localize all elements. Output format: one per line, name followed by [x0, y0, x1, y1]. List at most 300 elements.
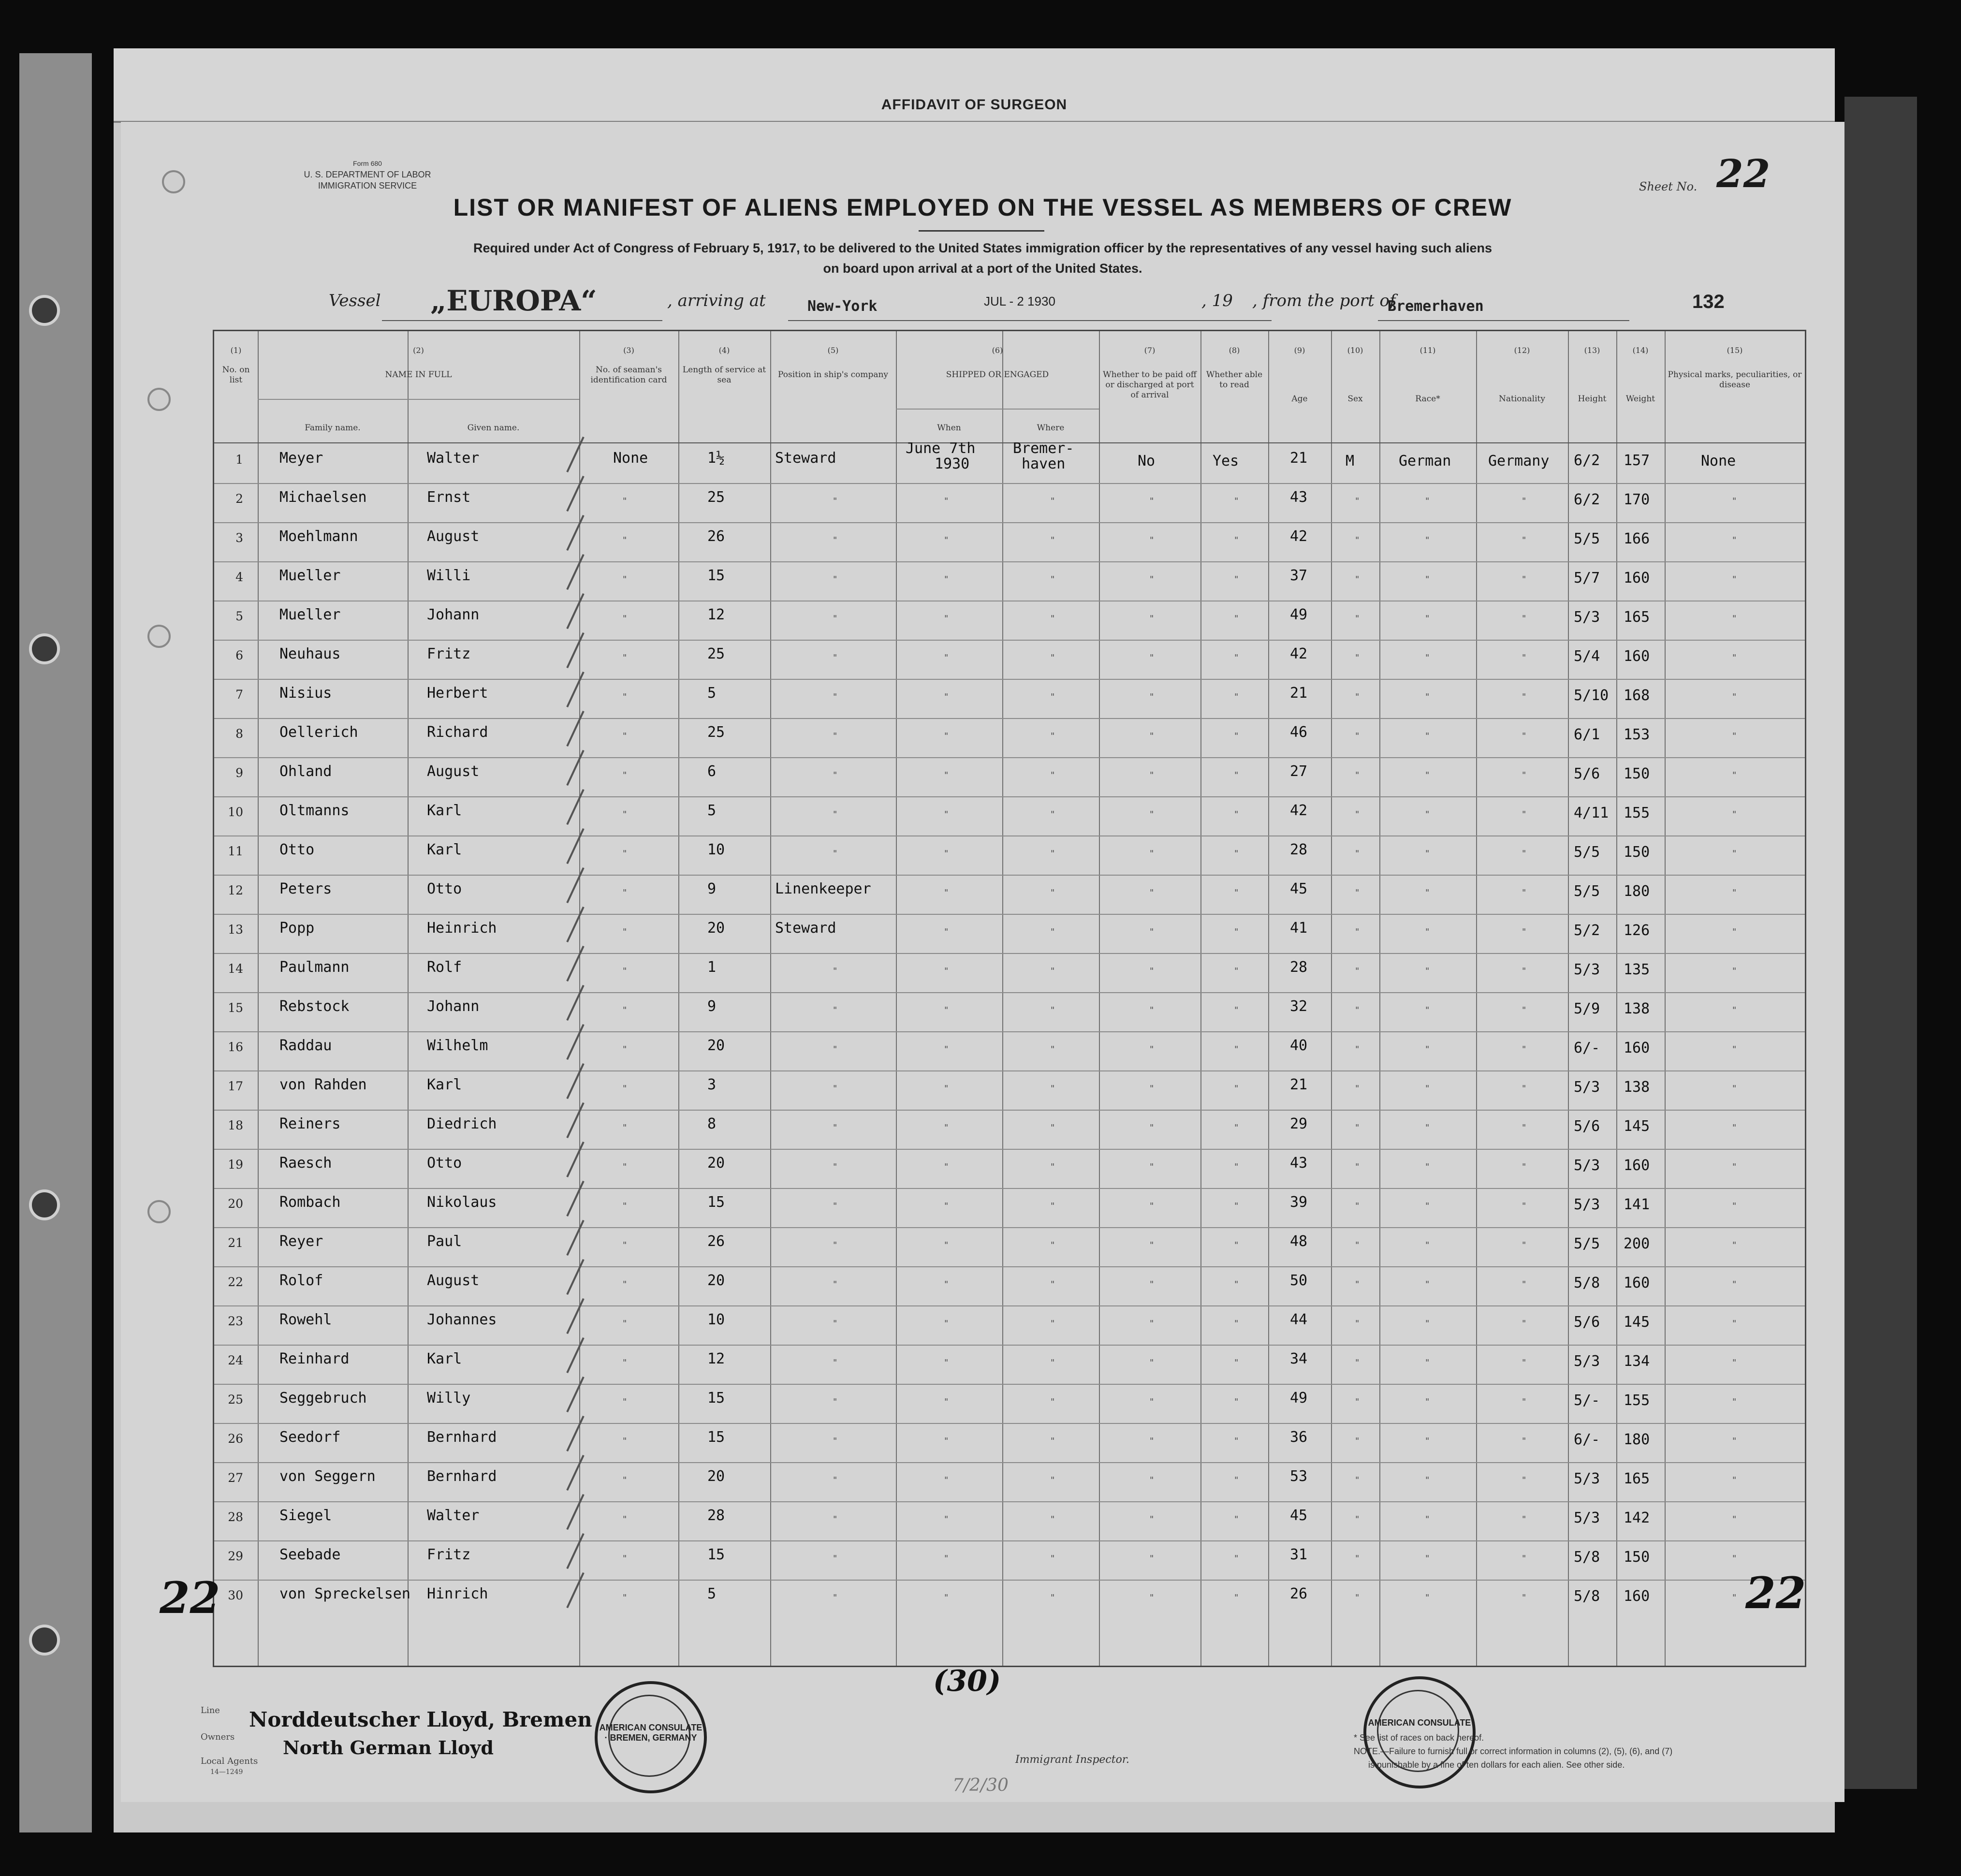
row-divider [214, 718, 1805, 719]
ditto-mark: " [944, 770, 949, 780]
age: 27 [1290, 763, 1308, 780]
given-name: Walter [427, 450, 480, 467]
family-name: Oltmanns [279, 802, 350, 819]
row-number: 19 [228, 1158, 243, 1172]
height: 5/5 [1574, 844, 1600, 861]
name-subheader-divider [258, 399, 579, 400]
ditto-mark: " [1522, 1279, 1526, 1290]
ditto-mark: " [1051, 927, 1055, 937]
ditto-mark: " [944, 1319, 949, 1329]
given-name: Walter [427, 1507, 480, 1524]
ditto-mark: " [833, 653, 837, 663]
ditto-mark: " [1425, 535, 1430, 545]
line-label: Line [201, 1705, 220, 1715]
check-mark [566, 1533, 584, 1569]
family-name: Nisius [279, 685, 332, 702]
given-name: Johannes [427, 1311, 497, 1328]
row-divider [214, 1070, 1805, 1071]
ditto-mark: " [1234, 1514, 1239, 1524]
ditto-mark: " [623, 653, 627, 663]
column-divider [258, 331, 259, 1666]
row-number: 20 [228, 1197, 243, 1211]
ditto-mark: " [1355, 653, 1360, 663]
height: 5/6 [1574, 765, 1600, 782]
ditto-mark: " [1234, 927, 1239, 937]
ditto-mark: " [1150, 1279, 1154, 1290]
ditto-mark: " [1234, 496, 1239, 506]
ditto-mark: " [1234, 1397, 1239, 1407]
given-name: Karl [427, 1076, 462, 1093]
ditto-mark: " [1051, 1319, 1055, 1329]
penalty-note-2: is punishable by a fine of ten dollars for each alien. See other side. [1368, 1760, 1625, 1770]
penalty-note-1: NOTE.—Failure to furnish full or correct information in columns (2), (5), (6), and (7) [1354, 1746, 1673, 1756]
ditto-mark: " [1150, 692, 1154, 702]
ditto-mark: " [1355, 574, 1360, 585]
ditto-mark: " [1355, 1005, 1360, 1015]
given-name: Willy [427, 1390, 471, 1407]
ditto-mark: " [1051, 692, 1055, 702]
ditto-mark: " [944, 1279, 949, 1290]
check-mark [566, 867, 584, 903]
column-number: (4) [718, 346, 730, 355]
ditto-mark: " [1425, 692, 1430, 702]
ditto-mark: " [1425, 614, 1430, 624]
height: 5/5 [1574, 883, 1600, 900]
ditto-mark: " [623, 731, 627, 741]
check-mark [566, 828, 584, 864]
ditto-mark: " [1732, 1005, 1737, 1015]
ditto-mark: " [1732, 966, 1737, 976]
length-of-service: 8 [707, 1115, 717, 1132]
ditto-mark: " [1150, 849, 1154, 859]
ditto-mark: " [833, 1436, 837, 1446]
ditto-mark: " [944, 966, 949, 976]
given-name: Johann [427, 606, 480, 623]
ditto-mark: " [1150, 1005, 1154, 1015]
row-divider [214, 992, 1805, 993]
row-number: 15 [228, 1001, 243, 1015]
ditto-mark: " [1234, 1005, 1239, 1015]
family-name: Moehlmann [279, 528, 358, 545]
length-of-service: 25 [707, 724, 725, 741]
ditto-mark: " [1355, 1319, 1360, 1329]
weight: 145 [1624, 1314, 1650, 1331]
column-divider [770, 331, 771, 1666]
header-age: Age [1291, 394, 1308, 404]
height: 6/2 [1574, 491, 1600, 508]
ditto-mark: " [1150, 1044, 1154, 1055]
given-name: Herbert [427, 685, 488, 702]
ditto-mark: " [1355, 966, 1360, 976]
age: 29 [1290, 1115, 1308, 1132]
ditto-mark: " [1425, 574, 1430, 585]
header-nationality: Nationality [1499, 394, 1545, 404]
weight: 141 [1624, 1196, 1650, 1213]
shipped-when: 1930 [935, 455, 970, 472]
given-name: Wilhelm [427, 1037, 488, 1054]
family-name: Rowehl [279, 1311, 332, 1328]
vessel-label: Vessel [329, 291, 381, 310]
ditto-mark: " [944, 1240, 949, 1250]
weight: 138 [1624, 1079, 1650, 1096]
length-of-service: 25 [707, 489, 725, 506]
row-number: 29 [228, 1549, 243, 1563]
check-mark [566, 907, 584, 942]
given-name: Heinrich [427, 920, 497, 937]
age: 28 [1290, 959, 1308, 976]
row-number: 26 [228, 1432, 243, 1446]
ditto-mark: " [1732, 535, 1737, 545]
length-of-service: 20 [707, 1155, 725, 1172]
length-of-service: 9 [707, 880, 717, 897]
ditto-mark: " [623, 1084, 627, 1094]
ditto-mark: " [1234, 888, 1239, 898]
check-mark [566, 1337, 584, 1373]
ditto-mark: " [1355, 1123, 1360, 1133]
length-of-service: 12 [707, 1350, 725, 1367]
ditto-mark: " [1051, 1044, 1055, 1055]
ditto-mark: " [1150, 1593, 1154, 1603]
row-divider [214, 1384, 1805, 1385]
form-code: 14—1249 [210, 1768, 243, 1776]
ditto-mark: " [1355, 535, 1360, 545]
check-mark [566, 1572, 584, 1608]
ditto-mark: " [1522, 1593, 1526, 1603]
ditto-mark: " [1150, 770, 1154, 780]
ditto-mark: " [833, 692, 837, 702]
title-rule [919, 230, 1044, 232]
page-hole [147, 625, 171, 648]
ditto-mark: " [1355, 888, 1360, 898]
ditto-mark: " [1051, 1358, 1055, 1368]
ditto-mark: " [1732, 692, 1737, 702]
given-name: Nikolaus [427, 1194, 497, 1211]
ditto-mark: " [1355, 1201, 1360, 1211]
row-divider [214, 1227, 1805, 1228]
year-label: , 19 [1201, 291, 1233, 310]
ditto-mark: " [623, 888, 627, 898]
ditto-mark: " [944, 1201, 949, 1211]
ditto-mark: " [1051, 1005, 1055, 1015]
ditto-mark: " [833, 1084, 837, 1094]
given-name: August [427, 763, 480, 780]
ditto-mark: " [1234, 574, 1239, 585]
ditto-mark: " [944, 496, 949, 506]
check-mark [566, 515, 584, 551]
ditto-mark: " [1425, 653, 1430, 663]
age: 42 [1290, 645, 1308, 662]
weight: 157 [1624, 452, 1650, 469]
family-name: von Rahden [279, 1076, 367, 1093]
check-mark [566, 985, 584, 1021]
row-divider [214, 1266, 1805, 1267]
crew-count: (30) [933, 1664, 1001, 1698]
ditto-mark: " [833, 535, 837, 545]
header-race: Race* [1415, 394, 1440, 404]
weight: 126 [1624, 922, 1650, 939]
age: 45 [1290, 880, 1308, 897]
ditto-mark: " [1355, 1593, 1360, 1603]
races-note: * See list of races on back hereof. [1354, 1733, 1484, 1743]
ditto-mark: " [1150, 1084, 1154, 1094]
ditto-mark: " [1425, 1162, 1430, 1172]
height: 5/3 [1574, 1470, 1600, 1487]
family-name: von Spreckelsen [279, 1585, 410, 1602]
ditto-mark: " [1051, 496, 1055, 506]
family-name: Otto [279, 841, 315, 858]
ditto-mark: " [1234, 1084, 1239, 1094]
family-name: Michaelsen [279, 489, 367, 506]
ditto-mark: " [833, 1397, 837, 1407]
ditto-mark: " [1425, 1554, 1430, 1564]
height: 6/2 [1574, 452, 1600, 469]
weight: 160 [1624, 1157, 1650, 1174]
age: 50 [1290, 1272, 1308, 1289]
subtitle-line-1: Required under Act of Congress of February 5, 1917, to be delivered to the United States immigration officer by the representatives of any vessel having such aliens [473, 241, 1493, 255]
height: 5/3 [1574, 961, 1600, 978]
ditto-mark: " [944, 1593, 949, 1603]
height: 5/3 [1574, 1353, 1600, 1370]
ditto-mark: " [1051, 574, 1055, 585]
ditto-mark: " [944, 809, 949, 820]
length-of-service: 10 [707, 1311, 725, 1328]
length-of-service: 28 [707, 1507, 725, 1524]
age: 39 [1290, 1194, 1308, 1211]
ditto-mark: " [623, 849, 627, 859]
shipped-where: haven [1022, 455, 1066, 472]
check-mark [566, 1142, 584, 1177]
ditto-mark: " [1234, 1201, 1239, 1211]
ditto-mark: " [1732, 1319, 1737, 1329]
given-name: Bernhard [427, 1429, 497, 1446]
length-of-service: 12 [707, 606, 725, 623]
ditto-mark: " [1355, 849, 1360, 859]
family-name: Raddau [279, 1037, 332, 1054]
length-of-service: 10 [707, 841, 725, 858]
column-number: (13) [1584, 346, 1600, 355]
height: 5/3 [1574, 1157, 1600, 1174]
column-divider [1331, 331, 1332, 1666]
row-number: 18 [228, 1118, 243, 1132]
race: German [1399, 453, 1451, 469]
length-of-service: 20 [707, 1272, 725, 1289]
ditto-mark: " [1522, 653, 1526, 663]
ditto-mark: " [1150, 1397, 1154, 1407]
ditto-mark: " [944, 692, 949, 702]
shipped-subheader-divider [896, 409, 1099, 410]
row-number: 21 [228, 1236, 243, 1250]
ditto-mark: " [944, 535, 949, 545]
sex: M [1346, 453, 1355, 469]
age: 31 [1290, 1546, 1308, 1563]
given-name: August [427, 528, 480, 545]
ditto-mark: " [944, 1436, 949, 1446]
ditto-mark: " [1051, 1397, 1055, 1407]
row-number: 30 [228, 1588, 243, 1602]
height: 5/3 [1574, 1510, 1600, 1526]
ditto-mark: " [1355, 1475, 1360, 1485]
weight: 135 [1624, 961, 1650, 978]
row-number: 13 [228, 923, 243, 937]
ditto-mark: " [1522, 535, 1526, 545]
ditto-mark: " [833, 1201, 837, 1211]
ditto-mark: " [1355, 1084, 1360, 1094]
ditto-mark: " [1522, 809, 1526, 820]
ditto-mark: " [944, 1514, 949, 1524]
column-number: (11) [1420, 346, 1436, 355]
ditto-mark: " [1051, 1554, 1055, 1564]
weight: 200 [1624, 1235, 1650, 1252]
right-dark-strip [1844, 97, 1917, 1789]
ditto-mark: " [1150, 535, 1154, 545]
ditto-mark: " [1355, 809, 1360, 820]
column-divider [678, 331, 679, 1666]
agents-label: Local Agents [201, 1756, 258, 1766]
ditto-mark: " [944, 1475, 949, 1485]
shipped-where: Bremer- [1013, 440, 1074, 457]
ditto-mark: " [1732, 496, 1737, 506]
underline [788, 320, 1272, 321]
age: 43 [1290, 1155, 1308, 1172]
column-number: (5) [827, 346, 839, 355]
ditto-mark: " [944, 1044, 949, 1055]
check-mark [566, 593, 584, 629]
age: 21 [1290, 450, 1308, 467]
height: 5/8 [1574, 1275, 1600, 1291]
binder-strip [19, 53, 92, 1832]
ditto-mark: " [1051, 1436, 1055, 1446]
ditto-mark: " [833, 1044, 837, 1055]
weight: 165 [1624, 1470, 1650, 1487]
arriving-label: , arriving at [667, 291, 766, 310]
ditto-mark: " [1355, 1279, 1360, 1290]
binder-hole [29, 633, 60, 664]
row-divider [214, 953, 1805, 954]
vessel-line [121, 284, 1844, 320]
header-seaman-card: No. of seaman's identification card [590, 365, 667, 385]
length-of-service: 15 [707, 1546, 725, 1563]
given-name: Otto [427, 1155, 462, 1172]
from-port-label: , from the port of [1252, 291, 1396, 310]
ditto-mark: " [833, 1005, 837, 1015]
ditto-mark: " [1425, 1044, 1430, 1055]
check-mark [566, 1494, 584, 1530]
ditto-mark: " [623, 1279, 627, 1290]
page-hole [147, 388, 171, 411]
manifest-page [121, 122, 1844, 1802]
underline [1378, 320, 1629, 321]
ditto-mark: " [1522, 849, 1526, 859]
row-divider [214, 1540, 1805, 1541]
ditto-mark: " [1732, 849, 1737, 859]
ditto-mark: " [1732, 1240, 1737, 1250]
column-divider [896, 331, 897, 1666]
family-name: von Seggern [279, 1468, 376, 1485]
ditto-mark: " [1051, 1475, 1055, 1485]
weight: 160 [1624, 1040, 1650, 1056]
weight: 138 [1624, 1000, 1650, 1017]
length-of-service: 3 [707, 1076, 717, 1093]
row-divider [214, 1580, 1805, 1581]
family-name: Reinhard [279, 1350, 350, 1367]
family-name: Seggebruch [279, 1390, 367, 1407]
ditto-mark: " [833, 809, 837, 820]
ditto-mark: " [623, 1436, 627, 1446]
height: 5/2 [1574, 922, 1600, 939]
ditto-mark: " [623, 1123, 627, 1133]
ditto-mark: " [1522, 1240, 1526, 1250]
ditto-mark: " [1732, 614, 1737, 624]
age: 21 [1290, 685, 1308, 702]
header-where: Where [1037, 423, 1065, 433]
family-name: Oellerich [279, 724, 358, 741]
length-of-service: 9 [707, 998, 717, 1015]
height: 5/7 [1574, 570, 1600, 586]
ditto-mark: " [1051, 1084, 1055, 1094]
ditto-mark: " [1150, 809, 1154, 820]
row-number: 27 [228, 1471, 243, 1485]
header-physical-marks: Physical marks, peculiarities, or disease [1668, 370, 1802, 390]
age: 41 [1290, 920, 1308, 937]
given-name: Karl [427, 841, 462, 858]
ditto-mark: " [944, 731, 949, 741]
ditto-mark: " [1051, 1593, 1055, 1603]
ditto-mark: " [1234, 1319, 1239, 1329]
given-name: Ernst [427, 489, 471, 506]
ditto-mark: " [1522, 770, 1526, 780]
service-name: IMMIGRATION SERVICE [318, 181, 417, 191]
weight: 155 [1624, 1392, 1650, 1409]
ditto-mark: " [1051, 1162, 1055, 1172]
margin-sheet-number-right: 22 [1745, 1568, 1806, 1619]
weight: 166 [1624, 530, 1650, 547]
age: 36 [1290, 1429, 1308, 1446]
inspector-date: 7/2/30 [952, 1775, 1009, 1795]
check-mark [566, 946, 584, 982]
row-divider [214, 483, 1805, 484]
ditto-mark: " [623, 535, 627, 545]
check-mark [566, 632, 584, 668]
ditto-mark: " [1051, 888, 1055, 898]
ditto-mark: " [1355, 1554, 1360, 1564]
row-number: 28 [228, 1510, 243, 1524]
ditto-mark: " [1355, 1240, 1360, 1250]
length-of-service: 25 [707, 645, 725, 662]
row-number: 6 [235, 648, 243, 662]
row-divider [214, 914, 1805, 915]
ditto-mark: " [1150, 574, 1154, 585]
ditto-mark: " [1355, 1514, 1360, 1524]
form-number: Form 680 [353, 160, 382, 167]
check-mark [566, 711, 584, 747]
ditto-mark: " [1425, 1005, 1430, 1015]
column-divider [1568, 331, 1569, 1666]
check-mark [566, 1416, 584, 1451]
ditto-mark: " [1150, 1201, 1154, 1211]
ditto-mark: " [833, 1240, 837, 1250]
ditto-mark: " [1234, 809, 1239, 820]
ditto-mark: " [1051, 614, 1055, 624]
length-of-service: 26 [707, 1233, 725, 1250]
ditto-mark: " [1234, 1279, 1239, 1290]
row-number: 10 [228, 805, 243, 819]
family-name: Reiners [279, 1115, 341, 1132]
weight: 180 [1624, 1431, 1650, 1448]
length-of-service: 5 [707, 1585, 717, 1602]
height: 4/11 [1574, 805, 1609, 821]
owners-label: Owners [201, 1732, 235, 1742]
column-divider [1002, 331, 1003, 1666]
